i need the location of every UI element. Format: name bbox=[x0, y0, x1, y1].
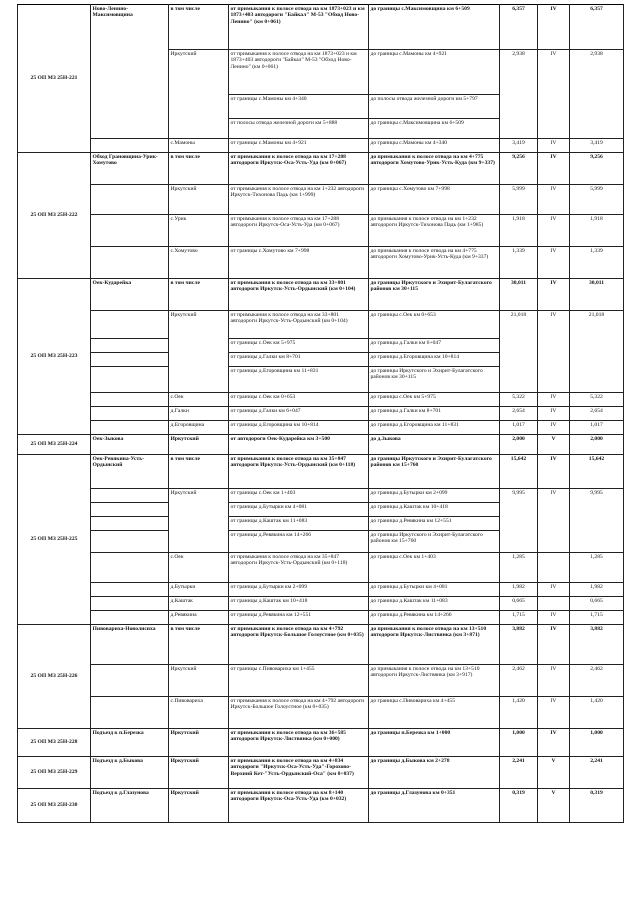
to-cell: до границы с.Максимовщина км 6+509 bbox=[369, 119, 500, 139]
total-length-cell: 9,995 bbox=[570, 489, 624, 553]
total-length-cell: 2,938 bbox=[570, 50, 624, 139]
table-row bbox=[18, 757, 624, 789]
to-cell: до полосы отвода железной дороги км 5+797 bbox=[369, 95, 500, 119]
from-cell: от примыкания к полосе отвода на км 17+288 автодороги Иркутск-Оса-Усть-Уда (км 0+067) bbox=[229, 215, 369, 247]
length-cell: 30,011 bbox=[500, 279, 538, 311]
road-name-cell bbox=[91, 503, 169, 517]
length-cell: 9,256 bbox=[500, 153, 538, 185]
length-cell: 1,339 bbox=[500, 247, 538, 279]
district-cell: в том числе bbox=[169, 455, 229, 489]
to-cell: до границы д.Галки км 6+047 bbox=[369, 339, 500, 353]
total-length-cell: 9,256 bbox=[570, 153, 624, 185]
from-cell: от границы с.Оек км 0+653 bbox=[229, 393, 369, 407]
from-cell: от примыкания к полосе отвода на км 33+801 автодороги Иркутск-Усть-Ордынский (км 0+104) bbox=[229, 279, 369, 311]
road-code-cell: 25 ОП МЗ 25Н-229 bbox=[18, 757, 91, 789]
category-cell bbox=[538, 597, 570, 611]
road-name-cell bbox=[91, 247, 169, 279]
from-cell: от примыкания к полосе отвода на км 4+792 автодороги Иркутск-Большое Голоустное (км 0+035) bbox=[229, 625, 369, 665]
from-cell: от границы д.Ревякина км 14+266 bbox=[229, 531, 369, 553]
district-cell: д.Егоровщина bbox=[169, 421, 229, 435]
table-row bbox=[18, 729, 624, 757]
to-cell: до границы д.Галки км 8+701 bbox=[369, 407, 500, 421]
road-name-cell: Ново-Ленино-Максимовщина bbox=[91, 5, 169, 139]
road-name-cell bbox=[91, 489, 169, 503]
from-cell: от примыкания к полосе отвода на км 36+585 автодороги Иркутск-Листвянка (км 0+000) bbox=[229, 729, 369, 757]
from-cell: от примыкания к полосе отвода на км 17+288 автодороги Иркутск-Оса-Усть-Уда (км 0+067) bbox=[229, 153, 369, 185]
category-cell: IV bbox=[538, 139, 570, 153]
from-cell: от примыкания к полосе отвода на км 4+834 автодороги "Иркутск-Оса-Усть-Уда"-Горохово-Верхний Кет-"Усть-Ордынский-Оса" (км 0+037) bbox=[229, 757, 369, 789]
total-length-cell: 15,642 bbox=[570, 455, 624, 489]
district-cell: д.Бутырки bbox=[169, 583, 229, 597]
from-cell: от границы д.Бутырки км 4+081 bbox=[229, 503, 369, 517]
length-cell: 2,000 bbox=[500, 435, 538, 455]
category-cell: V bbox=[538, 757, 570, 789]
from-cell: от примыкания к полосе отвода на км 8+140 автодороги Иркутск-Оса-Усть-Уда (км 0+032) bbox=[229, 789, 369, 823]
table-row bbox=[18, 153, 624, 185]
from-cell: от границы д.Галки км 6+047 bbox=[229, 407, 369, 421]
category-cell: IV bbox=[538, 665, 570, 697]
from-cell: от автодороги Оек-Кударейка км 3+500 bbox=[229, 435, 369, 455]
roads-table bbox=[17, 4, 624, 823]
road-name-cell: Подъезд к д.Глазунова bbox=[91, 789, 169, 823]
table-row bbox=[18, 311, 624, 339]
length-cell: 1,000 bbox=[500, 729, 538, 757]
category-cell: IV bbox=[538, 215, 570, 247]
district-cell: д.Галки bbox=[169, 407, 229, 421]
from-cell: от границы с.Мамоны км 4+340 bbox=[229, 95, 369, 119]
category-cell: IV bbox=[538, 185, 570, 215]
total-length-cell: 0,665 bbox=[570, 597, 624, 611]
from-cell: от границы с.Пивовариха км 1+455 bbox=[229, 665, 369, 697]
road-code-cell: 25 ОП МЗ 25Н-225 bbox=[18, 455, 91, 625]
road-name-cell: Обход Грановщина-Урик-Хомутово bbox=[91, 153, 169, 185]
from-cell: от границы с.Оек км 1+403 bbox=[229, 489, 369, 503]
to-cell: до границы д.Быкова км 2+278 bbox=[369, 757, 500, 789]
category-cell: IV bbox=[538, 455, 570, 489]
total-length-cell: 2,462 bbox=[570, 665, 624, 697]
to-cell: до границы с.Пивовариха км 4+455 bbox=[369, 697, 500, 729]
category-cell: IV bbox=[538, 311, 570, 393]
category-cell: IV bbox=[538, 407, 570, 421]
from-cell: от примыкания к полосе отвода на км 35+847 автодороги Иркутск-Усть-Ордынский (км 0+118) bbox=[229, 553, 369, 583]
road-code-cell: 25 ОП МЗ 25Н-224 bbox=[18, 435, 91, 455]
length-cell: 2,938 bbox=[500, 50, 538, 139]
road-name-cell bbox=[91, 611, 169, 625]
road-code-cell: 25 ОП МЗ 25Н-221 bbox=[18, 5, 91, 153]
total-length-cell: 3,419 bbox=[570, 139, 624, 153]
total-length-cell: 6,357 bbox=[570, 5, 624, 50]
to-cell: до границы д.Егоровщина км 11+831 bbox=[369, 421, 500, 435]
to-cell: до границы с.Мамоны км 4+921 bbox=[369, 50, 500, 95]
roads-table-body bbox=[18, 5, 624, 823]
to-cell: до границы с.Оек км 0+653 bbox=[369, 311, 500, 339]
road-name-cell bbox=[91, 553, 169, 583]
category-cell: IV bbox=[538, 153, 570, 185]
table-row bbox=[18, 421, 624, 435]
length-cell: 1,918 bbox=[500, 215, 538, 247]
table-row bbox=[18, 215, 624, 247]
district-cell: с.Оек bbox=[169, 553, 229, 583]
road-name-cell bbox=[91, 597, 169, 611]
to-cell: до примыкания к полосе отвода на км 13+510 автодороги Иркутск-Листвянка (км 3+917) bbox=[369, 665, 500, 697]
table-row bbox=[18, 665, 624, 697]
category-cell bbox=[538, 553, 570, 583]
table-row bbox=[18, 435, 624, 455]
district-cell: с.Хомутово bbox=[169, 247, 229, 279]
road-name-cell bbox=[91, 517, 169, 531]
table-row bbox=[18, 393, 624, 407]
road-name-cell bbox=[91, 367, 169, 393]
to-cell: до д.Зыкова bbox=[369, 435, 500, 455]
from-cell: от границы с.Хомутово км 7+998 bbox=[229, 247, 369, 279]
total-length-cell: 2,654 bbox=[570, 407, 624, 421]
length-cell: 1,420 bbox=[500, 697, 538, 729]
road-code-cell: 25 ОП МЗ 25Н-228 bbox=[18, 729, 91, 757]
table-row bbox=[18, 279, 624, 311]
to-cell: до границы д.Каштак км 10+418 bbox=[369, 503, 500, 517]
road-name-cell: Подъезд к п.Березка bbox=[91, 729, 169, 757]
category-cell: IV bbox=[538, 393, 570, 407]
road-name-cell bbox=[91, 583, 169, 597]
to-cell: до границы с.Оек км 5+975 bbox=[369, 393, 500, 407]
length-cell: 21,018 bbox=[500, 311, 538, 393]
to-cell: до примыкания к полосе отвода на км 4+775 автодороги Хомутово-Урик-Усть-Куда (км 9+337) bbox=[369, 247, 500, 279]
total-length-cell: 2,241 bbox=[570, 757, 624, 789]
length-cell: 1,715 bbox=[500, 611, 538, 625]
from-cell: от примыкания к полосе отвода на км 1+232 автодороги Иркутск-Тихонова Падь (км 1+999) bbox=[229, 185, 369, 215]
district-cell: Иркутский bbox=[169, 489, 229, 553]
district-cell: с.Пивовариха bbox=[169, 697, 229, 729]
road-name-cell bbox=[91, 531, 169, 553]
total-length-cell: 2,000 bbox=[570, 435, 624, 455]
to-cell: до границы Иркутского и Эхирит-Булагатского районов км 30+115 bbox=[369, 367, 500, 393]
to-cell: до границы с.Максимовщина км 6+509 bbox=[369, 5, 500, 50]
from-cell: от примыкания к полосе отвода на км 4+792 автодороги Иркутск-Большое Голоустное (км 0+035) bbox=[229, 697, 369, 729]
district-cell: в том числе bbox=[169, 279, 229, 311]
total-length-cell: 5,999 bbox=[570, 185, 624, 215]
length-cell: 2,241 bbox=[500, 757, 538, 789]
road-code-cell: 25 ОП МЗ 25Н-223 bbox=[18, 279, 91, 435]
from-cell: от примыкания к полосе отвода на км 1873+023 и км 1873+403 автодороги "Байкал" М-53 "Обход Ново-Ленино" (км 0+061) bbox=[229, 50, 369, 95]
category-cell: IV bbox=[538, 697, 570, 729]
to-cell: до границы Иркутского и Эхирит-Булагатского районов км 15+760 bbox=[369, 531, 500, 553]
to-cell: до границы Иркутского и Эхирит-Булагатского районов км 30+115 bbox=[369, 279, 500, 311]
to-cell: до границы д.Ревякина км 14+266 bbox=[369, 611, 500, 625]
table-row bbox=[18, 489, 624, 503]
length-cell: 3,419 bbox=[500, 139, 538, 153]
table-row bbox=[18, 455, 624, 489]
length-cell: 1,982 bbox=[500, 583, 538, 597]
road-name-cell bbox=[91, 185, 169, 215]
district-cell: Иркутский bbox=[169, 311, 229, 393]
to-cell: до границы с.Оек км 1+403 bbox=[369, 553, 500, 583]
district-cell: Иркутский bbox=[169, 435, 229, 455]
district-cell: с.Мамоны bbox=[169, 139, 229, 153]
from-cell: от границы д.Егоровщина км 11+831 bbox=[229, 367, 369, 393]
category-cell: IV bbox=[538, 421, 570, 435]
district-cell: д.Ревякина bbox=[169, 611, 229, 625]
to-cell: до примыкания к полосе отвода на км 1+232 автодороги Иркутск-Тихонова Падь (км 1+985) bbox=[369, 215, 500, 247]
to-cell: до примыкания к полосе отвода на км 13+510 автодороги Иркутск-Листвянка (км 3+871) bbox=[369, 625, 500, 665]
district-cell: в том числе bbox=[169, 625, 229, 665]
from-cell: от границы д.Каштак км 11+083 bbox=[229, 517, 369, 531]
total-length-cell: 1,017 bbox=[570, 421, 624, 435]
from-cell: от примыкания к полосе отвода на км 1873+023 и км 1873+403 автодороги "Байкал" М-53 "Обход Ново-Ленино" (км 0+061) bbox=[229, 5, 369, 50]
category-cell: V bbox=[538, 435, 570, 455]
to-cell: до границы д.Бутырки км 4+081 bbox=[369, 583, 500, 597]
length-cell: 5,999 bbox=[500, 185, 538, 215]
length-cell: 2,462 bbox=[500, 665, 538, 697]
road-name-cell bbox=[91, 421, 169, 435]
road-name-cell bbox=[91, 393, 169, 407]
district-cell: д.Каштак bbox=[169, 597, 229, 611]
to-cell: до границы д.Бутырки км 2+099 bbox=[369, 489, 500, 503]
road-code-cell: 25 ОП МЗ 25Н-226 bbox=[18, 625, 91, 729]
to-cell: до границы д.Каштак км 11+083 bbox=[369, 597, 500, 611]
total-length-cell: 0,319 bbox=[570, 789, 624, 823]
category-cell: IV bbox=[538, 611, 570, 625]
table-row bbox=[18, 611, 624, 625]
district-cell: Иркутский bbox=[169, 50, 229, 139]
district-cell: в том числе bbox=[169, 5, 229, 50]
length-cell: 15,642 bbox=[500, 455, 538, 489]
total-length-cell: 5,322 bbox=[570, 393, 624, 407]
from-cell: от примыкания к полосе отвода на км 35+847 автодороги Иркутск-Усть-Ордынский (км 0+118) bbox=[229, 455, 369, 489]
category-cell: IV bbox=[538, 247, 570, 279]
length-cell: 1,285 bbox=[500, 553, 538, 583]
to-cell: до границы с.Хомутово км 7+998 bbox=[369, 185, 500, 215]
road-name-cell: Оек-Ревякина-Усть-Ордынский bbox=[91, 455, 169, 489]
category-cell: IV bbox=[538, 50, 570, 139]
category-cell: IV bbox=[538, 625, 570, 665]
road-name-cell bbox=[91, 353, 169, 367]
from-cell: от границы д.Каштак км 10+418 bbox=[229, 597, 369, 611]
to-cell: до границы д.Глазунова км 0+351 bbox=[369, 789, 500, 823]
road-name-cell: Подъезд к д.Быкова bbox=[91, 757, 169, 789]
district-cell: Иркутский bbox=[169, 729, 229, 757]
table-row bbox=[18, 247, 624, 279]
from-cell: от границы д.Ревякина км 12+551 bbox=[229, 611, 369, 625]
category-cell: IV bbox=[538, 489, 570, 553]
from-cell: от границы д.Бутырки км 2+099 bbox=[229, 583, 369, 597]
from-cell: от границы с.Оек км 5+975 bbox=[229, 339, 369, 353]
road-code-cell: 25 ОП МЗ 25Н-222 bbox=[18, 153, 91, 279]
table-row bbox=[18, 583, 624, 597]
category-cell: IV bbox=[538, 729, 570, 757]
district-cell: в том числе bbox=[169, 153, 229, 185]
table-row bbox=[18, 597, 624, 611]
total-length-cell: 1,000 bbox=[570, 729, 624, 757]
from-cell: от границы д.Егоровщина км 10+814 bbox=[229, 421, 369, 435]
road-name-cell: Оек-Кударейка bbox=[91, 279, 169, 311]
length-cell: 6,357 bbox=[500, 5, 538, 50]
road-name-cell bbox=[91, 139, 169, 153]
table-row bbox=[18, 625, 624, 665]
from-cell: от примыкания к полосе отвода на км 33+801 автодороги Иркутск-Усть-Ордынский (км 0+104) bbox=[229, 311, 369, 339]
road-name-cell bbox=[91, 697, 169, 729]
road-name-cell: Пивовариха-Новолисиха bbox=[91, 625, 169, 665]
table-row bbox=[18, 697, 624, 729]
length-cell: 5,322 bbox=[500, 393, 538, 407]
category-cell: IV bbox=[538, 279, 570, 311]
road-name-cell bbox=[91, 339, 169, 353]
table-row bbox=[18, 407, 624, 421]
table-row bbox=[18, 5, 624, 50]
road-name-cell bbox=[91, 215, 169, 247]
total-length-cell: 30,011 bbox=[570, 279, 624, 311]
from-cell: от границы с.Мамоны км 4+921 bbox=[229, 139, 369, 153]
length-cell: 0,665 bbox=[500, 597, 538, 611]
total-length-cell: 1,420 bbox=[570, 697, 624, 729]
to-cell: до границы Иркутского и Эхирит-Булагатского районов км 15+760 bbox=[369, 455, 500, 489]
to-cell: до примыкания к полосе отвода на км 4+775 автодороги Хомутово-Урик-Усть-Куда (км 9+337) bbox=[369, 153, 500, 185]
length-cell: 3,882 bbox=[500, 625, 538, 665]
total-length-cell: 3,882 bbox=[570, 625, 624, 665]
from-cell: от границы д.Галки км 8+701 bbox=[229, 353, 369, 367]
road-name-cell bbox=[91, 311, 169, 339]
total-length-cell: 1,285 bbox=[570, 553, 624, 583]
length-cell: 1,017 bbox=[500, 421, 538, 435]
length-cell: 2,654 bbox=[500, 407, 538, 421]
table-row bbox=[18, 553, 624, 583]
to-cell: до границы с.Мамоны км 4+340 bbox=[369, 139, 500, 153]
total-length-cell: 1,982 bbox=[570, 583, 624, 597]
to-cell: до границы п.Березка км 1+000 bbox=[369, 729, 500, 757]
length-cell: 0,319 bbox=[500, 789, 538, 823]
category-cell: V bbox=[538, 789, 570, 823]
road-code-cell: 25 ОП МЗ 25Н-230 bbox=[18, 789, 91, 823]
table-row bbox=[18, 185, 624, 215]
table-row bbox=[18, 139, 624, 153]
district-cell: с.Урик bbox=[169, 215, 229, 247]
district-cell: Иркутский bbox=[169, 665, 229, 697]
total-length-cell: 1,918 bbox=[570, 215, 624, 247]
table-row bbox=[18, 789, 624, 823]
road-name-cell bbox=[91, 665, 169, 697]
district-cell: с.Оек bbox=[169, 393, 229, 407]
length-cell: 9,995 bbox=[500, 489, 538, 553]
district-cell: Иркутский bbox=[169, 757, 229, 789]
total-length-cell: 1,715 bbox=[570, 611, 624, 625]
district-cell: Иркутский bbox=[169, 789, 229, 823]
district-cell: Иркутский bbox=[169, 185, 229, 215]
road-name-cell bbox=[91, 407, 169, 421]
to-cell: до границы д.Егоровщина км 10+814 bbox=[369, 353, 500, 367]
category-cell: IV bbox=[538, 583, 570, 597]
total-length-cell: 21,018 bbox=[570, 311, 624, 393]
total-length-cell: 1,339 bbox=[570, 247, 624, 279]
category-cell: IV bbox=[538, 5, 570, 50]
to-cell: до границы д.Ревякина км 12+551 bbox=[369, 517, 500, 531]
from-cell: от полосы отвода железной дороги км 5+888 bbox=[229, 119, 369, 139]
road-name-cell: Оек-Зыкова bbox=[91, 435, 169, 455]
